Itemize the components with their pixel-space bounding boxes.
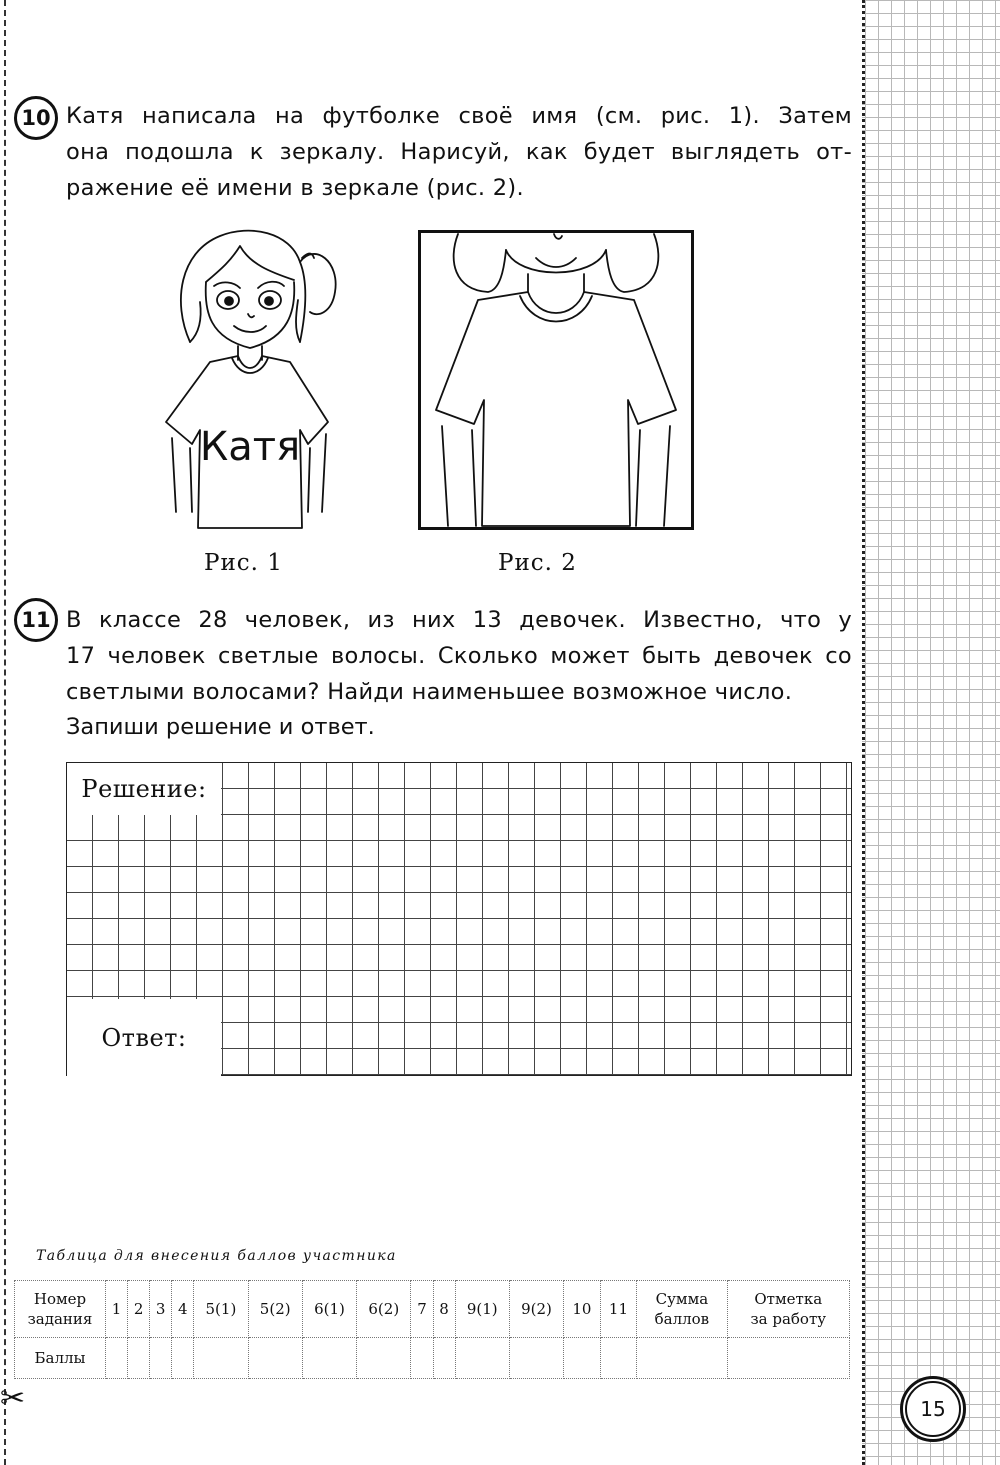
task-10-line-2: она подошла к зеркалу. Нарисуй, как будет выглядеть от- xyxy=(66,139,852,165)
mark-header-a: Отметка xyxy=(754,1290,823,1308)
task-number-label-a: Номер xyxy=(33,1290,87,1308)
task-10-number: 10 xyxy=(14,96,58,140)
points-cell[interactable] xyxy=(128,1338,150,1379)
score-table xyxy=(14,1280,850,1379)
solution-grid[interactable] xyxy=(66,762,852,1076)
figure-1-caption: Рис. 1 xyxy=(204,550,283,576)
task-10-line-1: Катя написала на футболке своё имя (см. рис. 1). Затем xyxy=(66,103,852,129)
task-col-header: 9(2) xyxy=(509,1281,563,1338)
task-col-header: 2 xyxy=(128,1281,150,1338)
sum-header-a: Сумма xyxy=(655,1290,709,1308)
points-cell[interactable] xyxy=(433,1338,455,1379)
points-cell[interactable] xyxy=(248,1338,302,1379)
task-col-header: 6(2) xyxy=(357,1281,411,1338)
task-col-header: 9(1) xyxy=(455,1281,509,1338)
task-col-header: 8 xyxy=(433,1281,455,1338)
page-number: 15 xyxy=(905,1381,961,1437)
task-10-text xyxy=(66,98,852,206)
task-col-header: 3 xyxy=(150,1281,172,1338)
task-11-line-2: 17 человек светлые волосы. Сколько может быть девочек со xyxy=(66,643,852,669)
margin-grid xyxy=(862,0,1000,1465)
points-cell[interactable] xyxy=(106,1338,128,1379)
task-col-header: 11 xyxy=(600,1281,637,1338)
shirt-name-text: Катя xyxy=(199,424,301,470)
points-cell[interactable] xyxy=(302,1338,356,1379)
score-table-points-row xyxy=(15,1338,850,1379)
points-label: Баллы xyxy=(15,1338,106,1379)
points-cell[interactable] xyxy=(172,1338,194,1379)
cut-line xyxy=(4,0,6,1465)
solution-label: Решение: xyxy=(67,763,221,815)
task-number-label xyxy=(15,1281,106,1338)
points-cell[interactable] xyxy=(455,1338,509,1379)
figure-2-mirror-drawing xyxy=(418,230,694,530)
answer-label: Ответ: xyxy=(67,999,221,1076)
score-table-title: Таблица для внесения баллов участника xyxy=(36,1248,397,1264)
points-cell[interactable] xyxy=(150,1338,172,1379)
task-col-header: 4 xyxy=(172,1281,194,1338)
task-11-line-3: светлыми волосами? Найди наименьшее возможное число. xyxy=(66,679,793,705)
points-cell[interactable] xyxy=(600,1338,637,1379)
task-col-header: 10 xyxy=(564,1281,601,1338)
scissors-icon: ✂ xyxy=(0,1381,26,1416)
points-cell[interactable] xyxy=(194,1338,248,1379)
task-col-header: 1 xyxy=(106,1281,128,1338)
figure-1-girl-drawing xyxy=(150,222,350,534)
mark-header-b: за работу xyxy=(750,1310,827,1328)
points-cell[interactable] xyxy=(564,1338,601,1379)
points-cell[interactable] xyxy=(509,1338,563,1379)
task-col-header: 5(2) xyxy=(248,1281,302,1338)
page-number-badge xyxy=(900,1376,966,1442)
sum-cell[interactable] xyxy=(637,1338,727,1379)
points-cell[interactable] xyxy=(357,1338,411,1379)
task-11-line-1: В классе 28 человек, из них 13 девочек. Известно, что у xyxy=(66,607,852,633)
mark-header xyxy=(727,1281,849,1338)
sum-header-b: баллов xyxy=(654,1310,710,1328)
task-col-header: 5(1) xyxy=(194,1281,248,1338)
task-11-number: 11 xyxy=(14,598,58,642)
task-11-instruction: Запиши решение и ответ. xyxy=(66,714,375,740)
sum-header xyxy=(637,1281,727,1338)
task-number-label-b: задания xyxy=(27,1310,93,1328)
task-10-line-3: ражение её имени в зеркале (рис. 2). xyxy=(66,175,524,201)
task-11-text xyxy=(66,602,852,710)
mark-cell[interactable] xyxy=(727,1338,849,1379)
task-col-header: 7 xyxy=(411,1281,433,1338)
figure-2-caption: Рис. 2 xyxy=(498,550,577,576)
score-table-header-row xyxy=(15,1281,850,1338)
points-cell[interactable] xyxy=(411,1338,433,1379)
task-col-header: 6(1) xyxy=(302,1281,356,1338)
